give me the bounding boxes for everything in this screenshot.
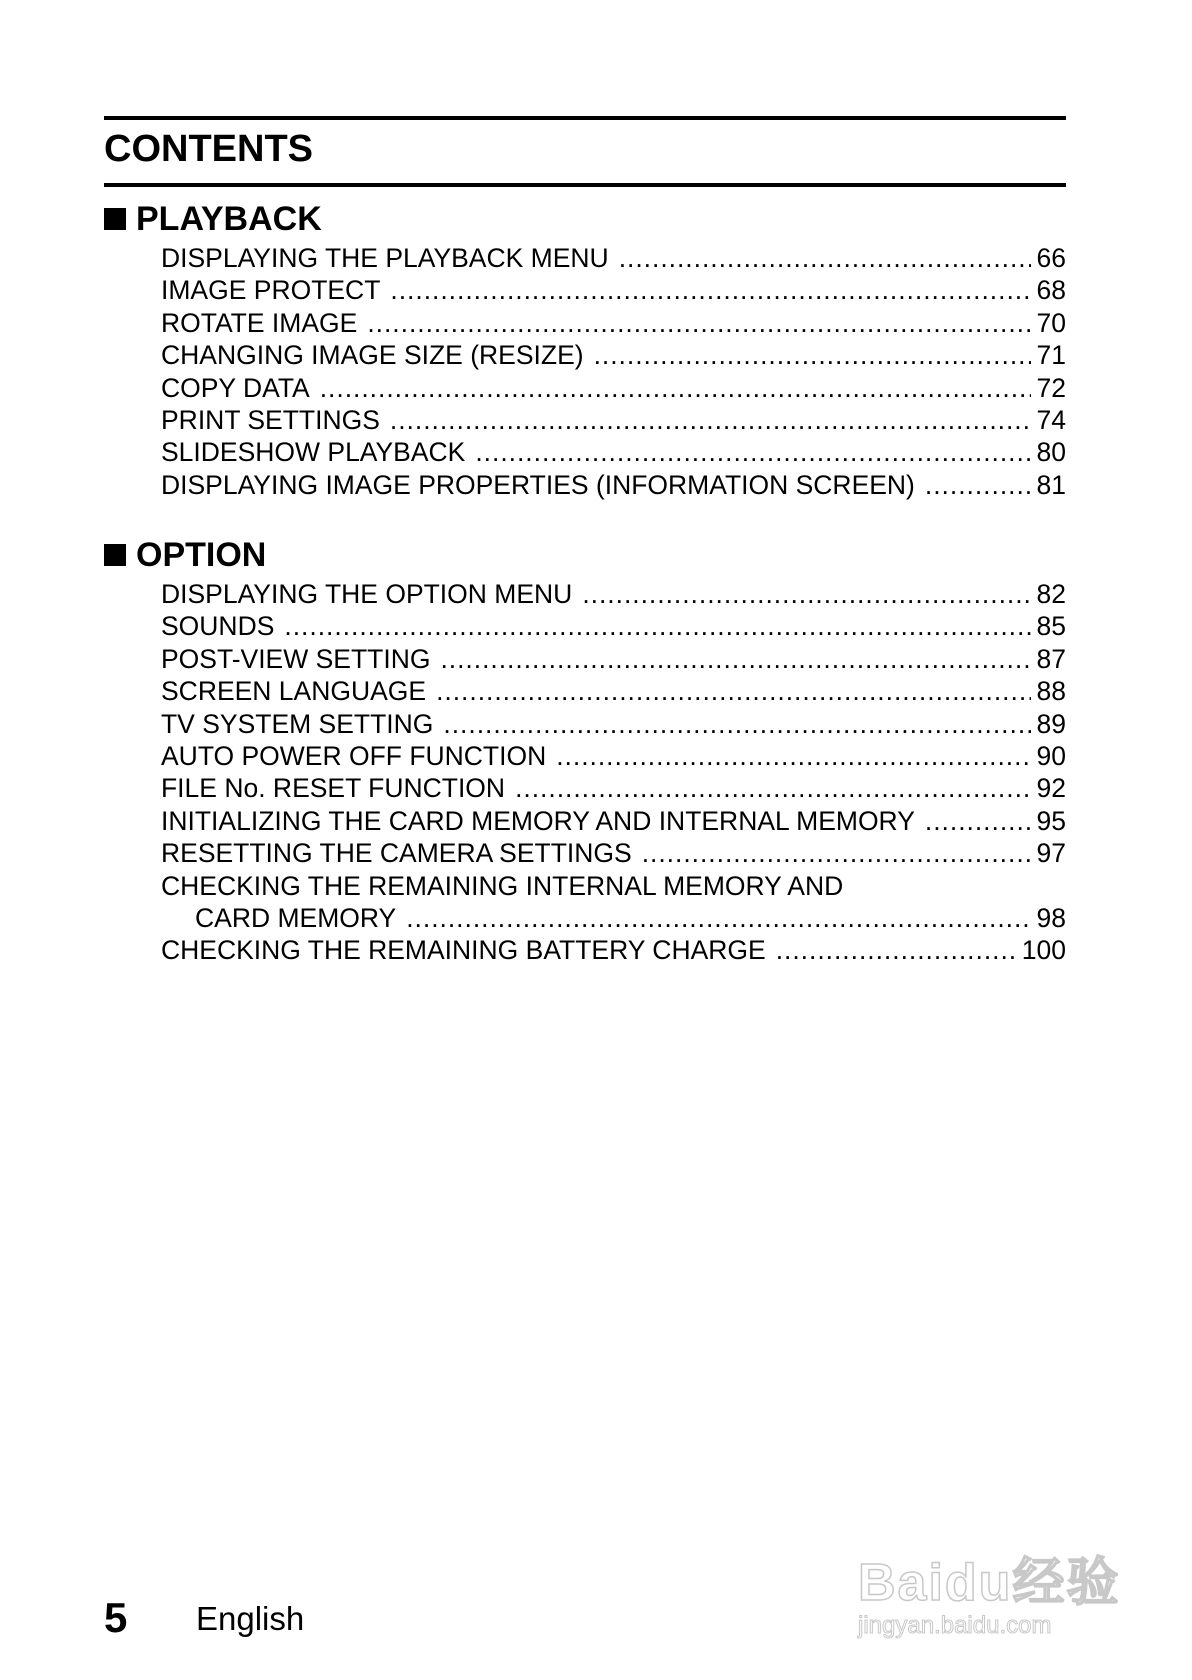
- toc-entry[interactable]: [161, 242, 1066, 274]
- toc-entry[interactable]: [161, 339, 1066, 371]
- toc-entry-label: INITIALIZING THE CARD MEMORY AND INTERNAL MEMORY: [161, 805, 915, 836]
- top-rule: [104, 116, 1066, 120]
- leader-dots: [925, 469, 1031, 501]
- toc-entry[interactable]: [161, 934, 1066, 966]
- toc-entry-label: ROTATE IMAGE: [161, 307, 358, 338]
- toc-entry-label: CHECKING THE REMAINING INTERNAL MEMORY AND: [161, 870, 844, 901]
- watermark-logo: Baidu经验: [858, 1554, 1121, 1612]
- leader-dots: [390, 274, 1030, 306]
- toc-entry-page: 88: [1036, 676, 1066, 707]
- toc-entry-page: 66: [1036, 243, 1066, 273]
- section-option: [104, 532, 1066, 967]
- toc-entry[interactable]: [161, 708, 1066, 740]
- section-heading-label: OPTION: [136, 535, 267, 574]
- toc-entry[interactable]: [161, 610, 1066, 642]
- leader-dots: [475, 436, 1030, 468]
- toc-entry-label: POST-VIEW SETTING: [161, 643, 431, 674]
- toc-entry-continuation[interactable]: [161, 902, 1066, 934]
- toc-entry-label: SCREEN LANGUAGE: [161, 676, 427, 707]
- toc-entry[interactable]: [161, 740, 1066, 772]
- toc-entry-page: 95: [1036, 805, 1066, 836]
- leader-dots: [515, 772, 1030, 804]
- toc-entry[interactable]: [161, 870, 1066, 902]
- toc-entry[interactable]: [161, 643, 1066, 675]
- toc-entry[interactable]: [161, 307, 1066, 339]
- toc-entry-page: 85: [1036, 611, 1066, 642]
- leader-dots: [556, 740, 1030, 772]
- toc-entry-label: IMAGE PROTECT: [161, 275, 381, 306]
- section-heading-label: PLAYBACK: [136, 199, 322, 238]
- toc-entry[interactable]: [161, 772, 1066, 804]
- footer-page-number: 5: [104, 1594, 128, 1641]
- toc-entry-page: 70: [1036, 307, 1066, 338]
- toc-entry-page: 97: [1036, 838, 1066, 869]
- footer-language: English: [196, 1600, 305, 1637]
- toc-entry-page: 87: [1036, 643, 1066, 674]
- toc-entry[interactable]: [161, 805, 1066, 837]
- toc-entry-label: CARD MEMORY: [195, 902, 397, 933]
- toc-entry-page: 82: [1036, 579, 1066, 609]
- toc-entry-label: DISPLAYING IMAGE PROPERTIES (INFORMATION SCREEN): [161, 469, 915, 500]
- leader-dots: [925, 805, 1031, 837]
- toc-entry[interactable]: [161, 837, 1066, 869]
- toc-entry-label: PRINT SETTINGS: [161, 404, 380, 435]
- toc-entry-page: 81: [1036, 469, 1066, 500]
- toc-entry-page: 89: [1036, 708, 1066, 739]
- toc-entry-label: TV SYSTEM SETTING: [161, 708, 434, 739]
- toc-entry-label: DISPLAYING THE PLAYBACK MENU: [161, 243, 609, 273]
- leader-dots: [406, 902, 1030, 934]
- leader-dots: [440, 643, 1030, 675]
- toc-entry-label: SLIDESHOW PLAYBACK: [161, 437, 466, 468]
- toc-entry-page: 98: [1036, 902, 1066, 933]
- toc-entry-label: COPY DATA: [161, 372, 310, 403]
- leader-dots: [436, 675, 1030, 707]
- toc-entry-label: RESETTING THE CAMERA SETTINGS: [161, 838, 632, 869]
- watermark-url: jingyan.baidu.com: [858, 1612, 1052, 1639]
- toc-entry-page: 80: [1036, 437, 1066, 468]
- leader-dots: [367, 307, 1030, 339]
- toc-entry-page: 71: [1036, 340, 1066, 371]
- toc-entry-page: 100: [1021, 935, 1066, 966]
- leader-dots: [619, 242, 1031, 274]
- toc-entry-label: SOUNDS: [161, 611, 275, 642]
- toc-entry-page: 68: [1036, 275, 1066, 306]
- toc-entry[interactable]: [161, 578, 1066, 610]
- leader-dots: [443, 708, 1030, 740]
- toc-entry[interactable]: [161, 372, 1066, 404]
- toc-entry[interactable]: [161, 675, 1066, 707]
- leader-dots: [284, 610, 1030, 642]
- toc-entry-label: DISPLAYING THE OPTION MENU: [161, 579, 573, 609]
- baidu-watermark: [858, 1518, 1130, 1648]
- square-bullet-icon: [104, 208, 126, 230]
- toc-entry-page: 74: [1036, 404, 1066, 435]
- toc-entry-page: 72: [1036, 372, 1066, 403]
- toc-entry[interactable]: [161, 469, 1066, 501]
- title-rule: [104, 183, 1066, 187]
- toc-entry-label: AUTO POWER OFF FUNCTION: [161, 740, 547, 771]
- section-heading: [104, 532, 1066, 578]
- toc-entry-page: 90: [1036, 740, 1066, 771]
- page-title: CONTENTS: [104, 128, 313, 170]
- toc-list: [104, 242, 1066, 501]
- square-bullet-icon: [104, 544, 126, 566]
- toc-entry[interactable]: [161, 436, 1066, 468]
- leader-dots: [390, 404, 1031, 436]
- toc-entry-label: CHECKING THE REMAINING BATTERY CHARGE: [161, 935, 766, 966]
- toc-entry-page: 92: [1036, 773, 1066, 804]
- toc-entry[interactable]: [161, 404, 1066, 436]
- toc-entry-label: FILE No. RESET FUNCTION: [161, 773, 506, 804]
- toc-entry[interactable]: [161, 274, 1066, 306]
- leader-dots: [320, 372, 1031, 404]
- leader-dots: [776, 934, 1016, 966]
- toc-list: [104, 578, 1066, 967]
- leader-dots: [642, 837, 1031, 869]
- leader-dots: [582, 578, 1030, 610]
- section-playback: [104, 196, 1066, 501]
- section-heading: [104, 196, 1066, 242]
- leader-dots: [594, 339, 1031, 371]
- toc-entry-label: CHANGING IMAGE SIZE (RESIZE): [161, 340, 584, 371]
